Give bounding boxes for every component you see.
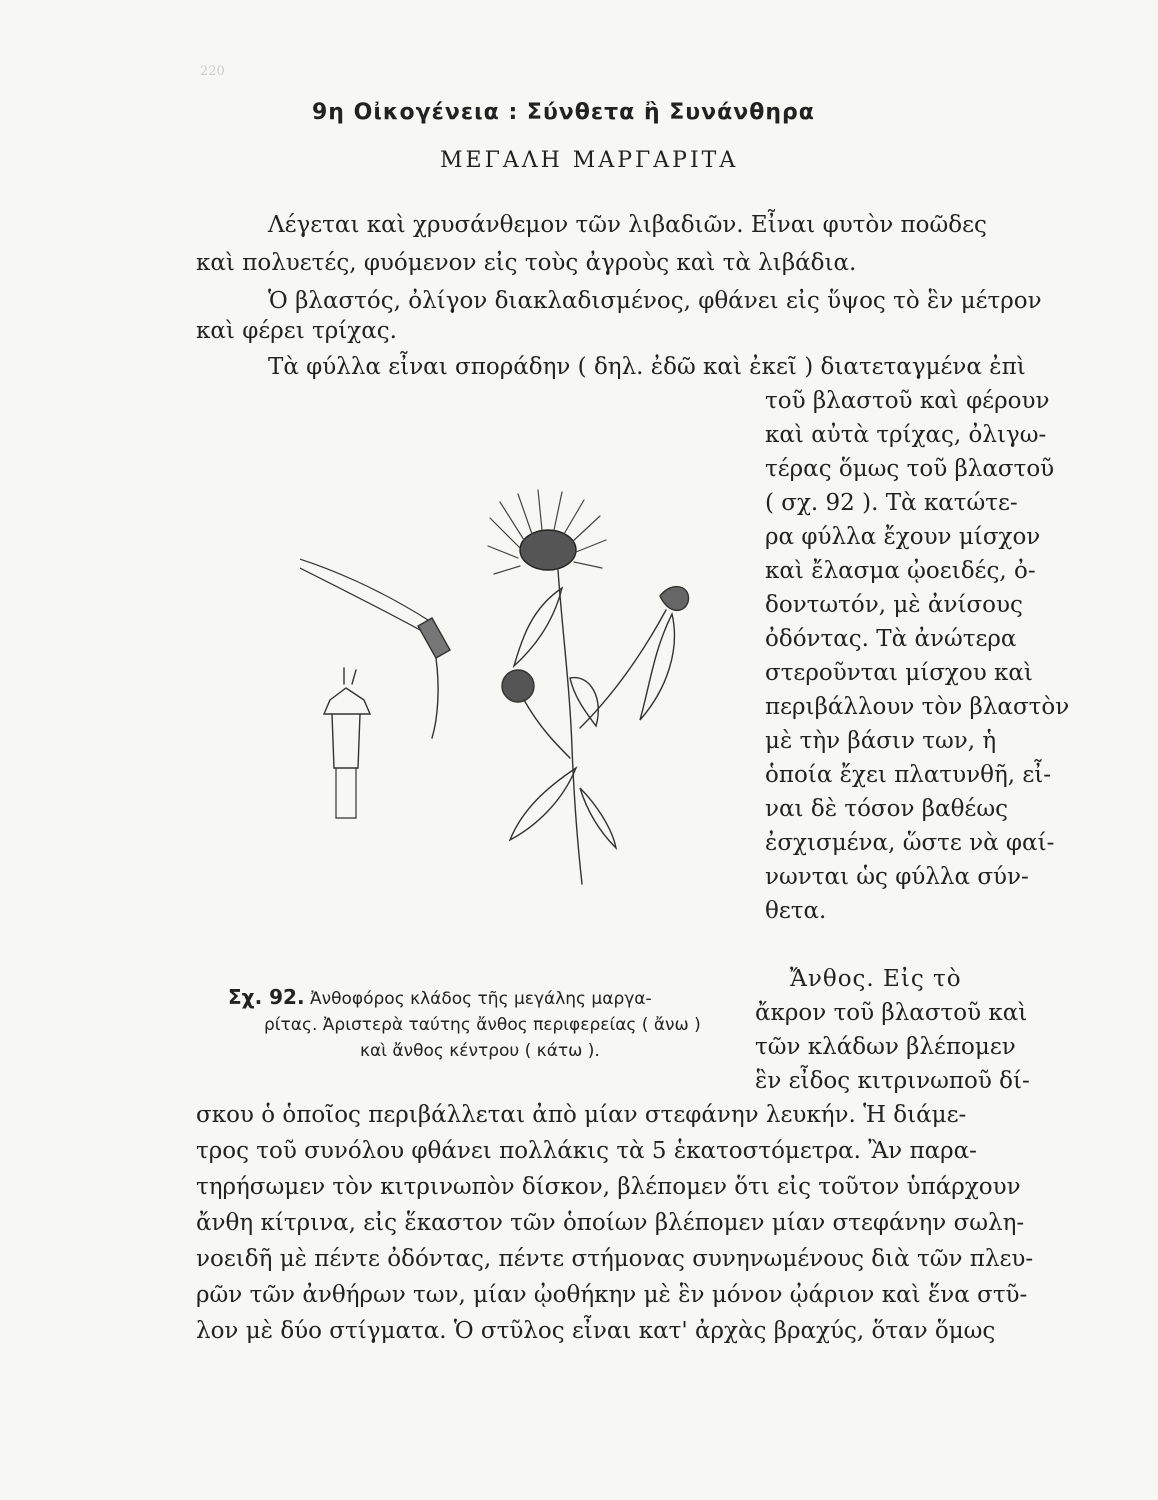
ray-floret [300,548,450,738]
anthos-heading: Ἄνθος. Εἰς τὸ [790,966,962,992]
right-column-line: θετα. [765,898,827,924]
figure-label: Σχ. 92. [228,985,305,1009]
disc-floret [324,668,370,818]
right-column-line: ρα φύλλα ἔχουν μίσχον [765,524,1041,550]
right-column-line: ( σχ. 92 ). Τὰ κατώτε- [765,490,1018,516]
caption-line: καὶ ἄνθος κέντρου ( κάτω ). [360,1041,600,1061]
right-column-line: τέρας ὅμως τοῦ βλαστοῦ [765,456,1055,482]
body-line: σκου ὁ ὁποῖος περιβάλλεται ἀπὸ μίαν στεφάνην λευκήν. Ἡ διάμε- [196,1102,967,1128]
right-column-line: ὀδόντας. Τὰ ἀνώτερα [765,626,1017,652]
intro-line: Ὁ βλαστός, ὀλίγον διακλαδισμένος, φθάνει εἰς ὕψος τὸ ἓν μέτρον [268,288,1042,314]
body-line: ρῶν τῶν ἀνθήρων των, μίαν ᾠοθήκην μὲ ἓν μόνον ᾠάριον καὶ ἕνα στῦ- [196,1282,1028,1308]
right-column-line: μὲ τὴν βάσιν των, ἡ [765,728,997,754]
anthos-line [790,966,962,992]
main-flower-head [488,490,606,574]
intro-line: Λέγεται καὶ χρυσάνθεμον τῶν λιβαδιῶν. Εἶναι φυτὸν ποῶδες [268,212,987,238]
right-column-line: περιβάλλουν τὸν βλαστὸν [765,694,1070,720]
right-column-line: καὶ αὐτὰ τρίχας, ὀλιγω- [765,422,1047,448]
body-line: ἄνθη κίτρινα, εἰς ἕκαστον τῶν ὁποίων βλέπομεν μίαν στεφάνην σωλη- [196,1210,1025,1236]
body-line: νοειδῆ μὲ πέντε ὀδόντας, πέντε στήμονας συνηνωμένους διὰ τῶν πλευ- [196,1246,1034,1272]
right-column-line: δοντωτόν, μὲ ἀνίσους [765,592,1023,618]
species-title: ΜΕΓΑΛΗ ΜΑΡΓΑΡΙΤΑ [440,148,739,173]
main-stem [558,570,582,884]
body-line: τηρήσωμεν τὸν κιτρινωπὸν δίσκον, βλέπομεν ὅτι εἰς τοῦτον ὑπάρχουν [196,1174,1021,1200]
figure-caption [228,984,758,1064]
page-number: 220 [200,64,225,79]
intro-line: Τὰ φύλλα εἶναι σποράδην ( δηλ. ἐδῶ καὶ ἐκεῖ ) διατεταγμένα ἐπὶ [268,354,1026,380]
caption-line: ρίτας. Ἀριστερὰ ταύτης ἄνθος περιφερείας ( ἄνω ) [264,1015,701,1035]
right-column-line: ὁποία ἔχει πλατυνθῆ, εἶ- [765,762,1052,788]
round-bud [502,670,570,758]
daisy-illustration [300,488,740,888]
body-line: τρος τοῦ συνόλου φθάνει πολλάκις τὰ 5 ἑκατοστόμετρα. Ἂν παρα- [196,1138,977,1164]
body-line: λον μὲ δύο στίγματα. Ὁ στῦλος εἶναι κατ' ἀρχὰς βραχύς, ὅταν ὅμως [196,1318,996,1344]
anthos-line: ἓν εἶδος κιτρινωποῦ δί- [755,1068,1030,1094]
family-heading: 9η Οἰκογένεια : Σύνθετα ἢ Συνάνθηρα [312,100,815,125]
right-column-line: νωνται ὡς φύλλα σύν- [765,864,1029,890]
caption-line: Ἀνθοφόρος κλάδος τῆς μεγάλης μαργα- [309,989,652,1009]
right-column-line: καὶ ἔλασμα ᾠοειδές, ὀ- [765,558,1036,584]
right-column-line: ναι δὲ τόσον βαθέως [765,796,1008,822]
right-column-line: στεροῦνται μίσχου καὶ [765,660,1033,686]
upper-bud [580,587,689,728]
intro-line: καὶ πολυετές, φυόμενον εἰς τοὺς ἀγροὺς καὶ τὰ λιβάδια. [196,250,857,276]
anthos-line: ἄκρον τοῦ βλαστοῦ καὶ [755,1000,1028,1026]
anthos-line: τῶν κλάδων βλέπομεν [755,1034,1016,1060]
right-column-line: ἐσχισμένα, ὥστε νὰ φαί- [765,830,1055,856]
intro-line: καὶ φέρει τρίχας. [196,318,397,344]
right-column-line: τοῦ βλαστοῦ καὶ φέρουν [765,388,1050,414]
